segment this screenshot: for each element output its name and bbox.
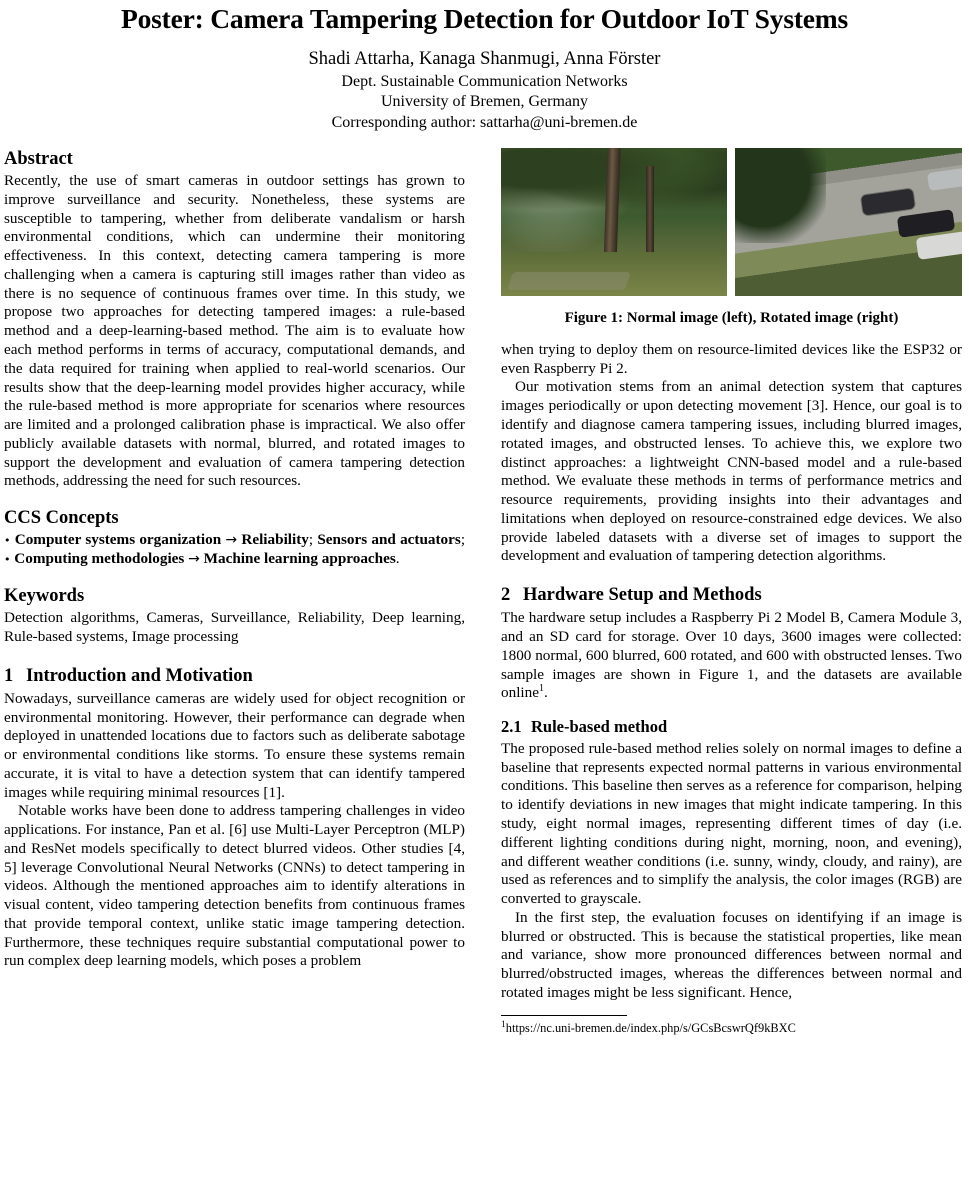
section-2-text-b: . [543,684,548,702]
two-column-body [0,148,969,1036]
section-2-heading [501,584,962,606]
intro-continued-paragraph: when trying to deploy them on resource-limited devices like the ESP32 or even Raspberry Pi 2. [501,340,962,377]
section-2-text-a: The hardware setup includes a Raspberry Pi 2 Model B, Camera Module 3, and an SD card for storage. Over 10 days, 3600 images were collected: 1800 normal, 600 blurred, 600 rotated, and 600 with obstructed lenses. Two sample images are shown in Figure 1, and the datasets are available online [501,609,962,702]
right-column [501,148,962,1036]
section-1-paragraph-1: Nowadays, surveillance cameras are widely used for object recognition or environmental monitoring. However, their performance can degrade when deployed in unattended locations due to factors such as deliberate sabotage or environmental conditions like storms. To ensure these systems remain accurate, it is vital to have a detection system that can identify tampered images while requiring minimal resources [1]. [4,689,465,801]
section-2-paragraph-1 [501,609,962,703]
footnote-marker: 1 [538,683,544,695]
ccs-concepts-text [4,531,465,569]
ccs-semicolon-1: ; [308,531,314,549]
rotated-camera-image [735,148,962,296]
subsection-2-1-paragraph-2: In the first step, the evaluation focuses on identifying if an image is blurred or obstructed. This is because the statistical properties, like mean and variance, show more pronounced differences between normal and blurred/obstructed images, whereas the differences between normal and rotated images might be less significant. Hence, [501,908,962,1001]
subsection-2-1-heading [501,717,962,737]
abstract-text: Recently, the use of smart cameras in outdoor settings has grown to improve surveillance and security. Nonetheless, these systems are susceptible to tampering, whether from deliberate vandalism or harsh environmental conditions, which can undermine their monitoring effectiveness. In this context, detecting camera tampering is more challenging when a camera is capturing still images rather than video as there is no sequence of continuous frames over time. In this study, we propose two approaches for detecting tampered images: a rule-based method and a deep-learning-based method. The aim is to evaluate how each method performs in terms of accuracy, computational demands, and the data required for training when applied to real-world scenarios. Our results show that the deep-learning model provides higher accuracy, while the rule-based method is more appropriate for scenarios where resources are limited and a prolonged calibration phase is impractical. We also offer publicly available datasets with normal, blurred, and rotated images to support the development and evaluation of camera tampering detection methods, addressing the need for such resources. [4,172,465,490]
section-1-heading [4,665,465,687]
keywords-heading: Keywords [4,585,85,606]
garden-path [507,272,630,290]
department: Dept. Sustainable Communication Networks [341,72,628,90]
section-2-title: Hardware Setup and Methods [523,585,762,606]
ccs-concepts-heading: CCS Concepts [4,508,119,529]
normal-camera-image [501,148,727,296]
page-title: Poster: Camera Tampering Detection for Outdoor IoT Systems [120,3,848,34]
ccs-arrow-2: → [188,551,200,568]
ccs-term-1: Computer systems organization [14,531,222,549]
footnote [501,1021,962,1037]
ccs-term-2: Reliability [241,531,309,549]
motivation-paragraph: Our motivation stems from an animal detection system that captures images periodically or upon detecting movement [3]. Hence, our goal is to identify and diagnose camera tampering issues, including blurred images, rotated images, and obstructed lenses. To achieve this, we explore two distinct approaches: a lightweight CNN-based model and a rule-based method. We evaluate these methods in terms of performance metrics and resource requirements, providing insights into their advantages and limitations when deployed on resource-constrained edge devices. We also provide labeled datasets with a diverse set of images to support the development and evaluation of tampering detection algorithms. [501,378,962,565]
footnote-divider [501,1015,627,1016]
author-list: Shadi Attarha, Kanaga Shanmugi, Anna Förster [308,49,661,70]
ccs-bullet-2: • [4,553,11,567]
section-1-paragraph-2: Notable works have been done to address tampering challenges in video applications. For instance, Pan et al. [6] use Multi-Layer Perceptron (MLP) and ResNet models specifically to detect blurred videos. Other studies [4, 5] leverage Convolutional Neural Networks (CNNs) to detect tampering in videos. Although the mentioned approaches aim to identify alterations in visual content, video tampering detection benefits from continuous frames that provide temporal context, unlike static image tampering detection. Furthermore, these techniques require substantial computational power to run complex deep learning models, which poses a problem [4,802,465,970]
abstract-heading: Abstract [4,148,73,169]
subsection-2-1-title: Rule-based method [531,717,668,737]
paper-page [0,4,969,1204]
corresponding-author: Corresponding author: sattarha@uni-bremen.de [331,114,638,132]
university: University of Bremen, Germany [380,93,589,111]
dark-foliage [735,148,826,243]
ccs-term-4: Computing methodologies [14,550,185,568]
footnote-url[interactable]: https://nc.uni-bremen.de/index.php/s/GCsBcswrQf9kBXC [505,1020,796,1035]
section-1-title: Introduction and Motivation [26,665,253,686]
figure-1 [501,148,962,296]
left-column [4,148,465,1036]
ccs-period: . [395,550,400,568]
ccs-bullet-1: • [4,534,11,548]
section-2-number: 2 [501,585,511,606]
ccs-term-3: Sensors and actuators [317,531,461,549]
subsection-2-1-paragraph-1: The proposed rule-based method relies solely on normal images to define a baseline that represents expected normal patterns in various environmental conditions. This baseline then serves as a reference for comparison, helping to identify deviations in new images that might indicate tampering. In this study, eight normal images, representing different times of day (i.e. different lighting conditions during night, morning, noon, and evening), and different weather conditions (i.e. sunny, windy, cloudy, and rainy), are used as references and to simplify the analysis, the color images (RGB) are converted to grayscale. [501,739,962,908]
keywords-text: Detection algorithms, Cameras, Surveillance, Reliability, Deep learning, Rule-based systems, Image processing [4,609,465,645]
ccs-term-5: Machine learning approaches [203,550,396,568]
ccs-semicolon-2: ; [460,531,466,549]
figure-1-caption: Figure 1: Normal image (left), Rotated image (right) [564,309,899,326]
ccs-arrow-1: → [225,532,238,549]
footnote-number: 1 [501,1019,506,1030]
subsection-2-1-number: 2.1 [501,717,522,737]
section-1-number: 1 [4,665,14,686]
